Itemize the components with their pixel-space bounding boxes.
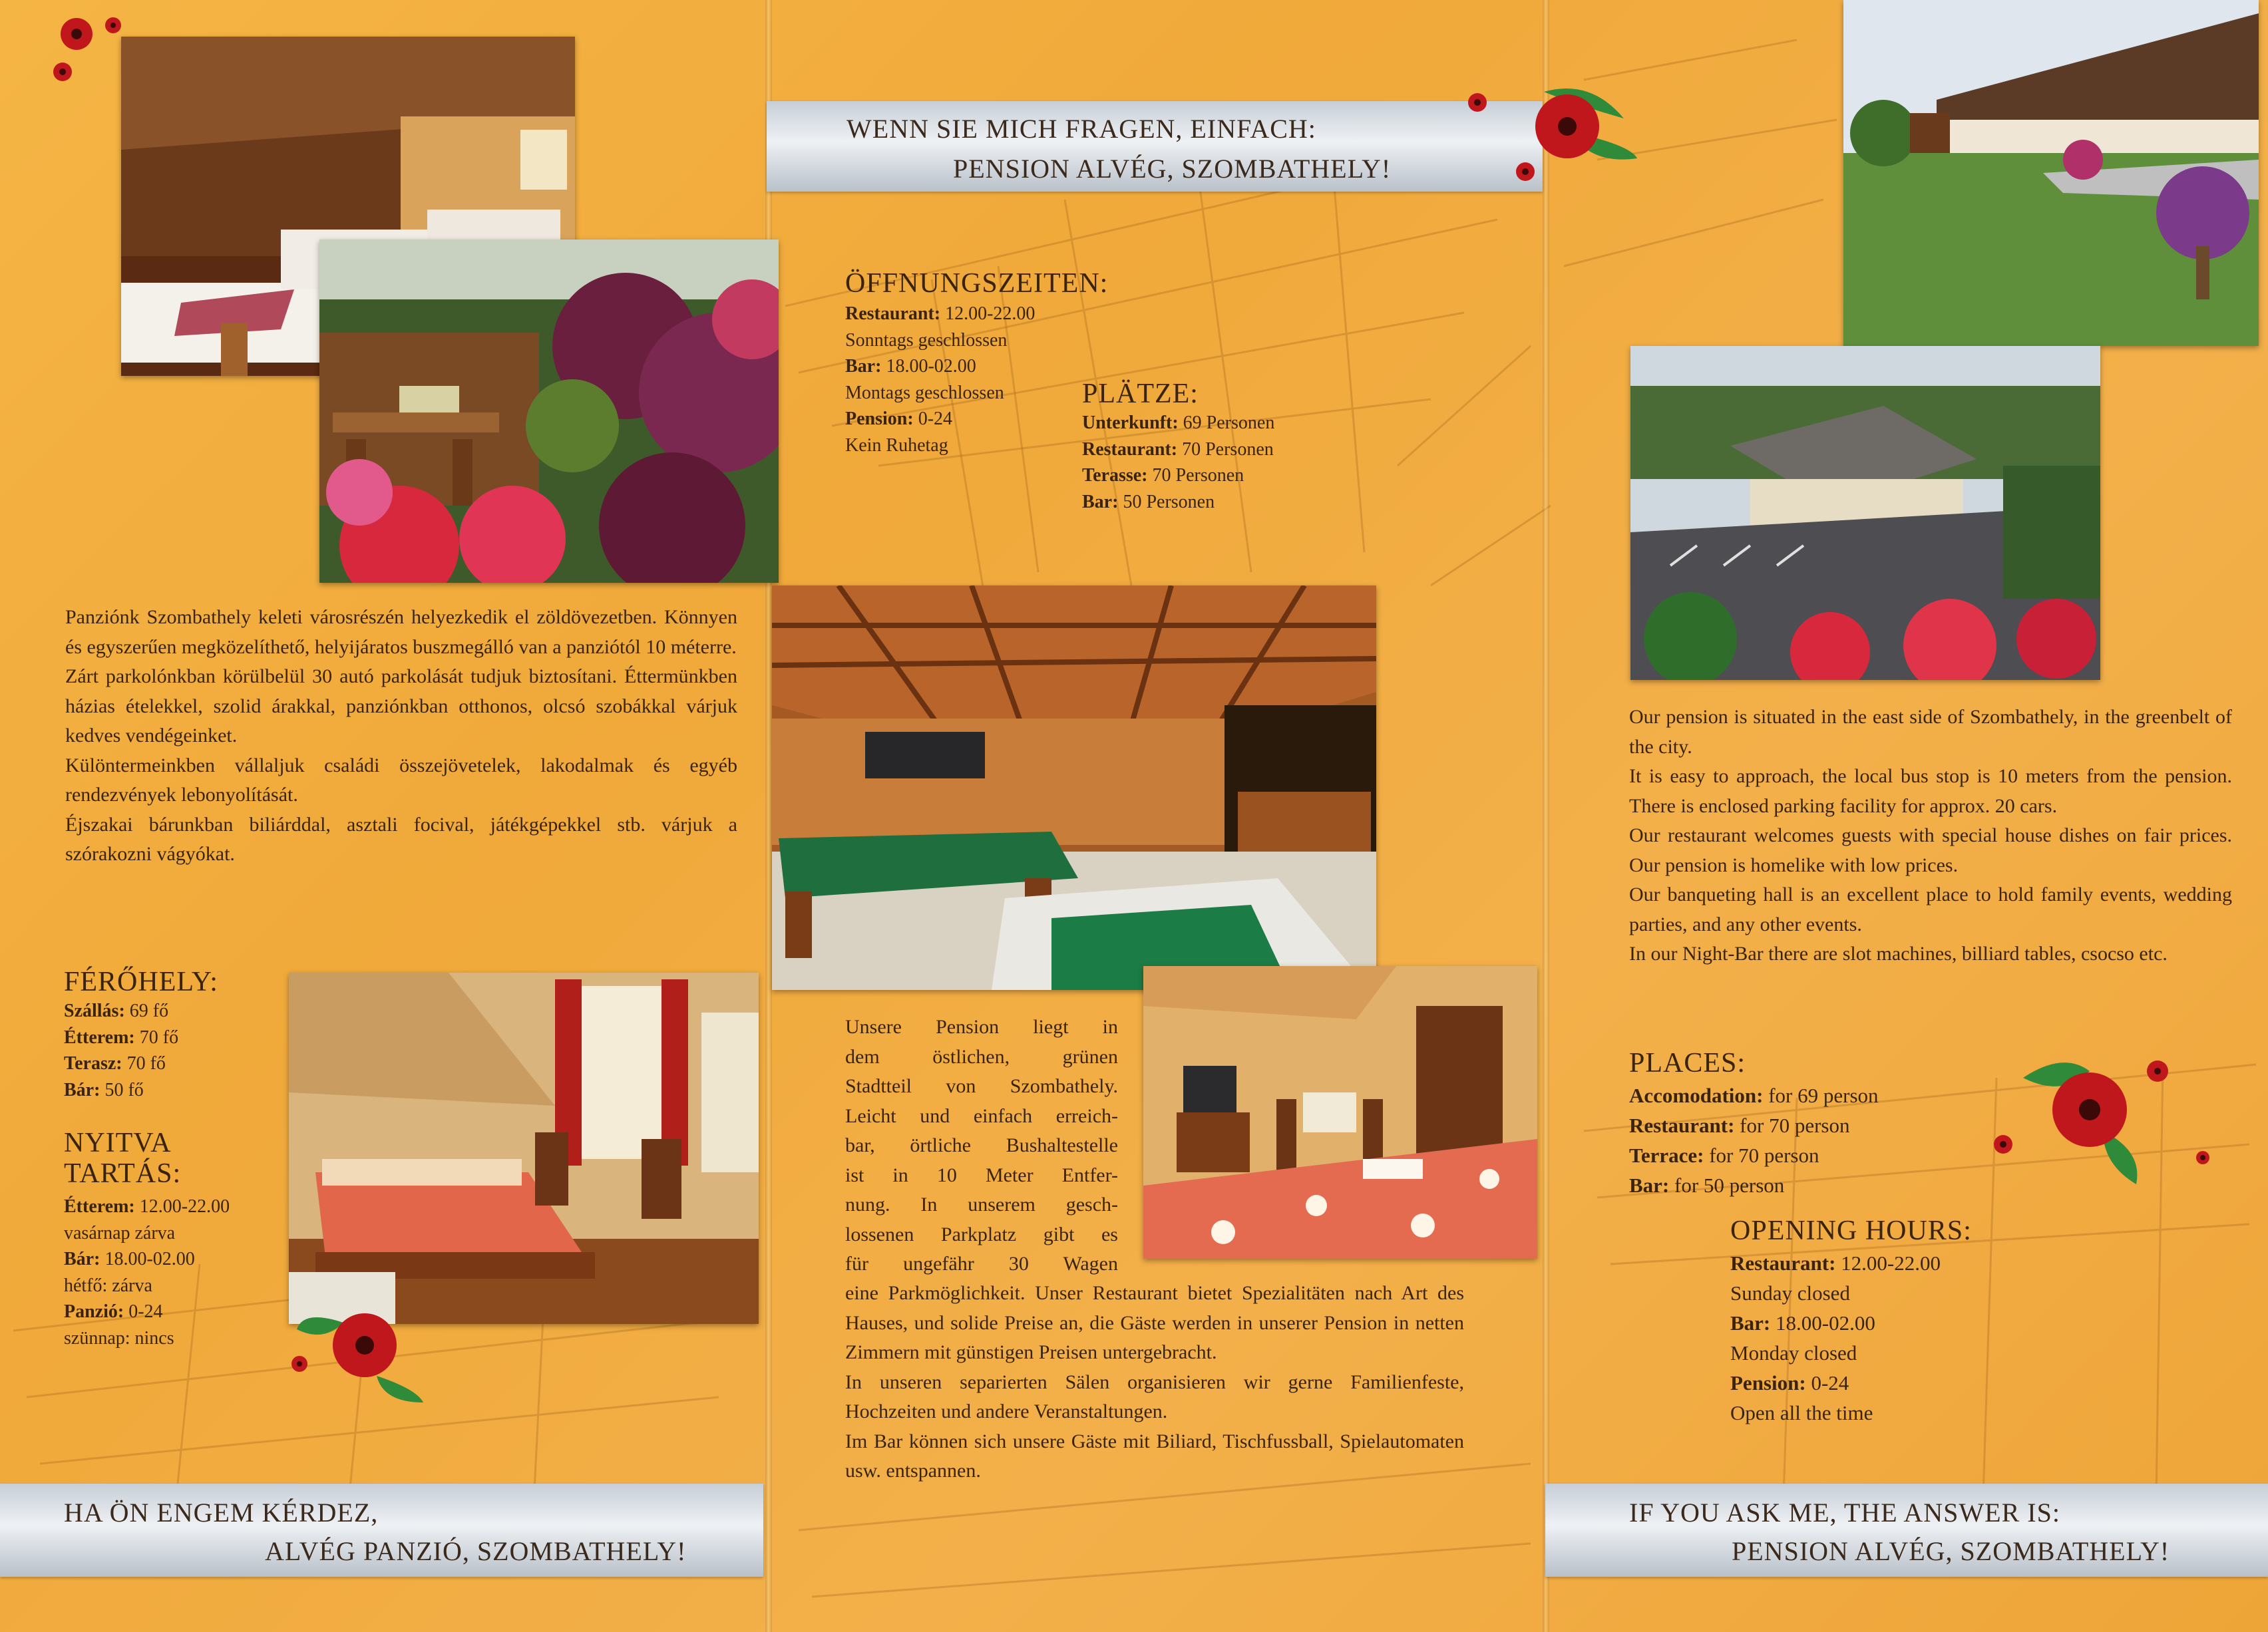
hours-row: Restaurant: 12.00-22.00 — [1730, 1251, 1941, 1275]
hours-row: Monday closed — [1730, 1341, 1857, 1365]
middle-narrow-line: lossenen Parkplatz gibt es — [845, 1223, 1118, 1245]
middle-wide-text — [845, 1279, 1464, 1486]
places-row: Bar: for 50 person — [1629, 1174, 1785, 1197]
left-intro-paragraph: Panziónk Szombathely keleti városrészén helyezkedik el zöldövezetben. Könnyen és egyszerűen megközelíthető, helyijáratos buszmegálló van a panziótól 10 méterre. — [65, 606, 737, 658]
right-places-list — [1629, 1080, 1879, 1200]
hours-row: vasárnap zárva — [64, 1222, 176, 1243]
hours-row: Kein Ruhetag — [845, 434, 948, 456]
middle-narrow-line: nung. In unserem gesch- — [845, 1194, 1118, 1216]
poppy-cluster-top-left-icon — [47, 11, 133, 90]
hours-row: hétfő: zárva — [64, 1275, 152, 1296]
places-row: Bar: 50 Personen — [1082, 491, 1215, 512]
middle-places-heading: PLÄTZE: — [1082, 379, 1199, 409]
hours-row: Étterem: 12.00-22.00 — [64, 1196, 230, 1217]
middle-narrow-line: ist in 10 Meter Entfer- — [845, 1164, 1118, 1186]
middle-narrow-line: dem östlichen, grünen — [845, 1045, 1118, 1068]
left-intro-paragraph: Különtermeinkben vállaljuk családi összejövetelek, lakodalmak és egyéb rendezvények lebonyolítását. — [65, 754, 737, 806]
left-intro-paragraph: Zárt parkolónkban körülbelül 30 autó parkolását tudjuk biztosítani. Éttermünkben házias ételekkel, szolid árakkal, panziónkban otthonos, olcsó szobákkal várjuk kedves vendégeinket. — [65, 665, 737, 746]
photo-terrace-flowers — [319, 240, 779, 583]
left-banner-line1: HA ÖN ENGEM KÉRDEZ, — [64, 1498, 379, 1528]
hours-row: Pension: 0-24 — [1730, 1371, 1849, 1394]
middle-wide-paragraph: eine Parkmöglichkeit. Unser Restaurant bietet Spezialitäten nach Art des Hauses, und solide Preise an, die Gäste werden in unserer Pension in netten Zimmern mit günstigen Preisen untergebracht. — [845, 1282, 1464, 1363]
right-banner-line2: PENSION ALVÉG, SZOMBATHELY! — [1732, 1536, 2170, 1566]
left-hours-heading-line2: TARTÁS: — [64, 1158, 182, 1189]
left-bottom-banner — [0, 1484, 763, 1577]
photo-pension-parking — [1630, 346, 2100, 680]
capacity-row: Szállás: 69 fő — [64, 1001, 169, 1021]
left-hours-heading-line1: NYITVA — [64, 1128, 172, 1158]
right-hours-heading: OPENING HOURS: — [1730, 1216, 1972, 1246]
poppy-middle-top-icon — [1457, 79, 1657, 192]
left-intro-text — [65, 603, 737, 870]
left-capacity-list — [64, 998, 178, 1103]
hours-row: Bar: 18.00-02.00 — [845, 356, 976, 377]
photo-night-bar-billiard — [772, 585, 1376, 990]
hours-row: Sunday closed — [1730, 1281, 1850, 1305]
hours-row: Restaurant: 12.00-22.00 — [845, 303, 1036, 324]
right-bottom-banner — [1545, 1484, 2268, 1577]
middle-narrow-line: für ungefähr 30 Wagen — [845, 1253, 1118, 1275]
left-banner-line2: ALVÉG PANZIÓ, SZOMBATHELY! — [265, 1536, 687, 1566]
right-intro-paragraph: In our Night-Bar there are slot machines, billiard tables, csocso etc. — [1629, 943, 2168, 965]
left-capacity-heading: FÉRŐHELY: — [64, 967, 218, 997]
right-intro-paragraph: It is easy to approach, the local bus stop is 10 meters from the pension. There is enclosed parking facility for approx. 20 cars. — [1629, 765, 2232, 817]
right-hours-list — [1730, 1248, 1941, 1428]
poppy-left-bottom-icon — [284, 1303, 430, 1402]
hours-row: Montags geschlossen — [845, 382, 1004, 403]
right-intro-paragraph: Our pension is situated in the east side of Szombathely, in the greenbelt of the city. — [1629, 706, 2232, 758]
places-row: Restaurant: for 70 person — [1629, 1114, 1850, 1137]
hours-row: Bár: 18.00-02.00 — [64, 1249, 195, 1269]
middle-narrow-line: Unsere Pension liegt in — [845, 1016, 1118, 1038]
photo-guest-room — [289, 973, 759, 1324]
hours-row: Sonntags geschlossen — [845, 329, 1008, 351]
hours-row: Bar: 18.00-02.00 — [1730, 1311, 1875, 1335]
capacity-row: Terasz: 70 fő — [64, 1053, 166, 1074]
right-intro-text — [1629, 703, 2232, 969]
right-intro-paragraph: Our restaurant welcomes guests with special house dishes on fair prices. Our pension is homelike with low prices. — [1629, 824, 2232, 876]
middle-wide-paragraph: In unseren separierten Sälen organisieren wir gerne Familienfeste, Hochzeiten und andere Veranstaltungen. — [845, 1371, 1464, 1422]
places-row: Accomodation: for 69 person — [1629, 1084, 1879, 1107]
left-intro-paragraph: Éjszakai bárunkban biliárddal, asztali focival, játékgépekkel stb. várjuk a szórakozni vágyókat. — [65, 813, 737, 865]
middle-hours-heading: ÖFFNUNGSZEITEN: — [845, 268, 1109, 299]
middle-narrow-line: Stadtteil von Szombathely. — [845, 1075, 1118, 1097]
left-hours-list — [64, 1194, 230, 1351]
photo-pension-building-garden — [1843, 0, 2259, 346]
middle-narrow-line: bar, örtliche Bushaltestelle — [845, 1134, 1118, 1156]
middle-narrow-text — [845, 1013, 1118, 1279]
photo-room-with-tv — [1143, 966, 1537, 1259]
places-row: Terrace: for 70 person — [1629, 1144, 1819, 1167]
places-row: Unterkunft: 69 Personen — [1082, 412, 1275, 433]
middle-narrow-line: Leicht und einfach erreich- — [845, 1104, 1118, 1127]
hours-row: Open all the time — [1730, 1401, 1873, 1424]
fold-line-right — [1543, 0, 1549, 1632]
hours-row: szünnap: nincs — [64, 1327, 174, 1349]
middle-top-banner — [767, 101, 1543, 192]
middle-hours-list — [845, 301, 1035, 458]
capacity-row: Bár: 50 fő — [64, 1079, 144, 1100]
middle-banner-line1: WENN SIE MICH FRAGEN, EINFACH: — [847, 114, 1316, 144]
capacity-row: Étterem: 70 fő — [64, 1027, 179, 1048]
right-places-heading: PLACES: — [1629, 1048, 1746, 1078]
right-banner-line1: IF YOU ASK ME, THE ANSWER IS: — [1629, 1498, 2060, 1528]
right-intro-paragraph: Our banqueting hall is an excellent place to hold family events, wedding parties, and any other events. — [1629, 884, 2232, 935]
hours-row: Panzió: 0-24 — [64, 1301, 163, 1322]
hours-row: Pension: 0-24 — [845, 408, 953, 429]
middle-wide-paragraph: Im Bar können sich unsere Gäste mit Biliard, Tischfussball, Spielautomaten usw. entspannen. — [845, 1430, 1464, 1482]
middle-banner-line2: PENSION ALVÉG, SZOMBATHELY! — [953, 154, 1392, 184]
middle-places-list — [1082, 410, 1274, 515]
poppy-right-middle-icon — [1983, 1051, 2209, 1184]
places-row: Terasse: 70 Personen — [1082, 465, 1244, 486]
places-row: Restaurant: 70 Personen — [1082, 438, 1274, 460]
